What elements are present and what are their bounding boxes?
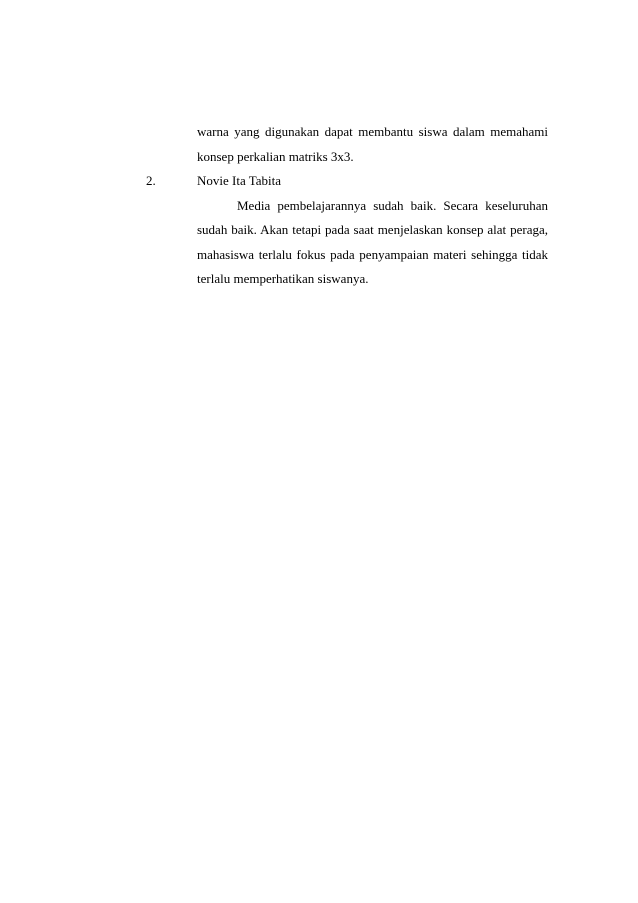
text-line: mahasiswa terlalu fokus pada penyampaian materi sehingga tidak: [197, 246, 548, 262]
text-line: terlalu memperhatikan siswanya.: [197, 271, 369, 286]
list-item-paragraph: [197, 194, 548, 292]
text-line: Media pembelajarannya sudah baik. Secara keseluruhan: [237, 197, 548, 213]
list-item-name: Novie Ita Tabita: [197, 173, 282, 188]
paragraph-continuation: [197, 120, 548, 169]
text-line: warna yang digunakan dapat membantu siswa dalam memahami: [197, 124, 548, 139]
text-line: sudah baik. Akan tetapi pada saat menjelaskan konsep alat peraga,: [197, 222, 548, 237]
list-item-number: 2.: [146, 173, 156, 188]
text-line: konsep perkalian matriks 3x3.: [197, 148, 354, 164]
